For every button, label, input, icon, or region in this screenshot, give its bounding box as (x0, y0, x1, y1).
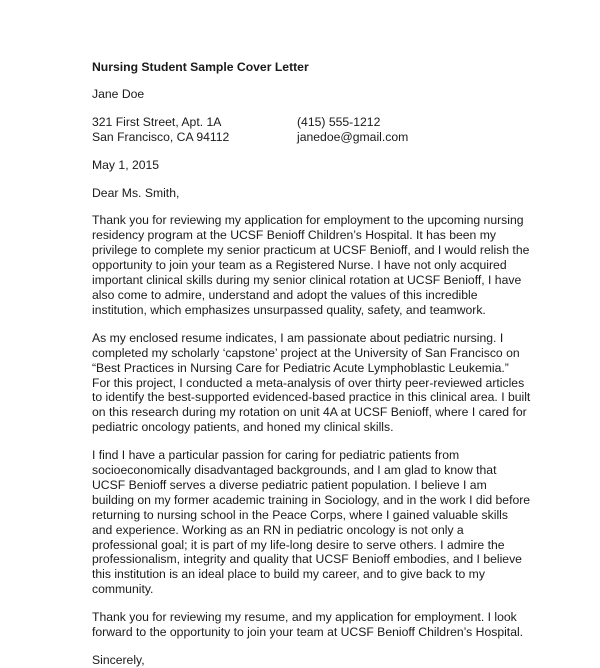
sender-name: Jane Doe (92, 86, 145, 101)
closing: Sincerely, (92, 653, 145, 667)
address-line-2: San Francisco, CA 94112 (92, 129, 230, 144)
body-paragraph-2: As my enclosed resume indicates, I am passionate about pediatric nursing. I completed my scholarly ‘capstone’ project at the University of San Francisco on “Best Practices in Nursing Care for Pediatric Acute Lymphoblastic Leukemia.” For this project, I conducted a meta-analysis of over thirty peer-reviewed articles to identify the best-supported evidenced-based practice in this clinical area. I built on this research during my rotation on unit 4A at UCSF Benioff, where I cared for pediatric oncology patients, and honed my clinical skills. (92, 330, 531, 435)
cover-letter (92, 60, 592, 668)
salutation: Dear Ms. Smith, (92, 185, 180, 200)
body-paragraph-4: Thank you for reviewing my resume, and my application for employment. I look forward to the opportunity to join your team at UCSF Benioff Children’s Hospital. (92, 610, 524, 640)
contact-row-1 (92, 115, 592, 130)
letter-title: Nursing Student Sample Cover Letter (92, 60, 309, 74)
contact-row-2 (92, 130, 592, 145)
address-line-1: 321 First Street, Apt. 1A (92, 114, 222, 129)
body-paragraph-1: Thank you for reviewing my application for employment to the upcoming nursing residency program at the UCSF Benioff Children’s Hospital. It has been my privilege to complete my senior practicum at UCSF Benioff, and I would relish the opportunity to join your team as a Registered Nurse. I have not only acquired important clinical skills during my senior clinical rotation at UCSF Benioff, I have also come to admire, understand and adopt the values of this incredible institution, which emphasizes unsurpassed quality, safety, and teamwork. (92, 213, 530, 317)
body-paragraph-3: I find I have a particular passion for caring for pediatric patients from socioeconomically disadvantaged backgrounds, and I am glad to know that UCSF Benioff serves a diverse pediatric patient population. I believe I am building on my former academic training in Sociology, and in the work I did before returning to nursing school in the Peace Corps, where I gained valuable skills and experience. Working as an RN in pediatric oncology is not only a professional goal; it is part of my life-long desire to serve others. I admire the professionalism, integrity and quality that UCSF Benioff embodies, and I believe this institution is an ideal place to build my career, and to give back to my community. (92, 448, 531, 597)
sender-contact-block (92, 115, 592, 145)
phone-number: (415) 555-1212 (297, 114, 381, 129)
letter-date: May 1, 2015 (92, 157, 160, 172)
email-address: janedoe@gmail.com (297, 129, 409, 144)
